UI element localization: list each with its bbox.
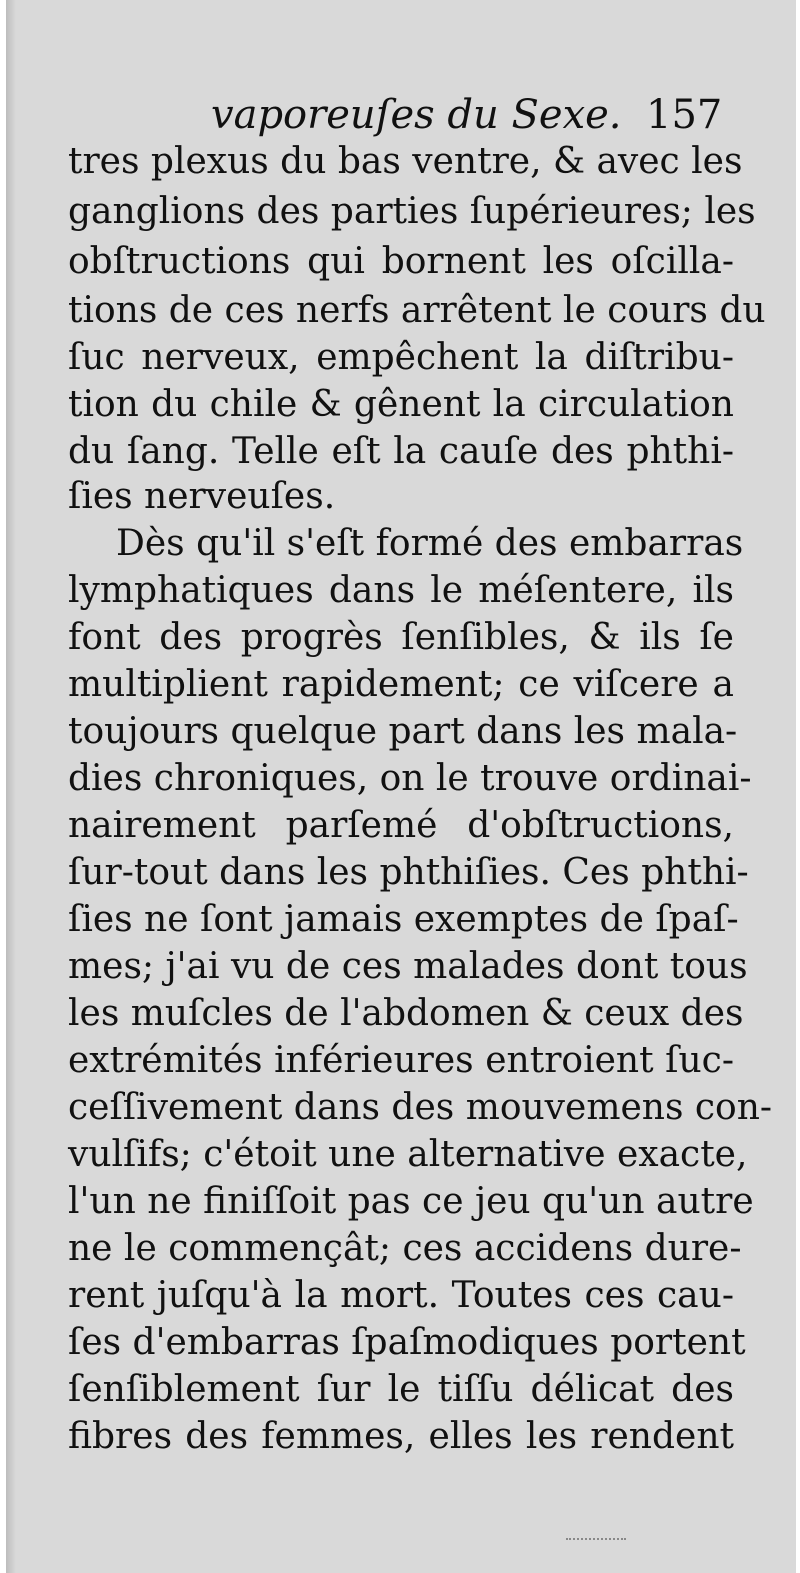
text-line: vulſifs; c'étoit une alternative exacte, (68, 1134, 748, 1175)
text-line: extrémités inférieures entroient ſuc- (68, 1040, 734, 1081)
text-line: ganglions des parties ſupérieures; les (68, 191, 756, 232)
text-line: toujours quelque part dans les mala- (68, 711, 738, 752)
text-line: multiplient rapidement; ce viſcere a (68, 664, 734, 705)
text-line: rent juſqu'à la mort. Toutes ces cau- (68, 1275, 734, 1316)
text-line: obſtructions qui bornent les oſcilla- (68, 241, 734, 282)
text-line: ſies nerveuſes. (68, 476, 336, 517)
text-line: l'un ne finiſſoit pas ce jeu qu'un autre (68, 1181, 754, 1222)
text-line: dies chroniques, on le trouve ordinai- (68, 758, 752, 799)
body-text (6, 0, 796, 1573)
text-line: nairement parſemé d'obſtructions, (68, 805, 734, 846)
text-line: les muſcles de l'abdomen & ceux des (68, 993, 744, 1034)
text-line: ſur-tout dans les phthiſies. Ces phthi- (68, 852, 749, 893)
text-line: du ſang. Telle eſt la cauſe des phthi- (68, 431, 734, 472)
text-line: ſuc nerveux, empêchent la diſtribu- (68, 337, 734, 378)
text-line: lymphatiques dans le méſentere, ils (68, 570, 734, 611)
text-line: font des progrès ſenſibles, & ils ſe (68, 617, 734, 658)
text-line: ſenſiblement ſur le tiſſu délicat des (68, 1369, 734, 1410)
page-speckles (566, 1538, 626, 1546)
running-title: vaporeuſes du Sexe. (211, 92, 622, 138)
page-number: 157 (646, 92, 723, 138)
text-line: ſies ne ſont jamais exemptes de ſpaſ- (68, 899, 739, 940)
text-line: tion du chile & gênent la circulation (68, 384, 734, 425)
text-line: tions de ces nerfs arrêtent le cours du (68, 290, 766, 331)
text-line: ne le commençât; ces accidens dure- (68, 1228, 742, 1269)
book-page (6, 0, 796, 1573)
text-line: ſes d'embarras ſpaſmodiques portent (68, 1322, 746, 1363)
text-line: fibres des femmes, elles les rendent (68, 1416, 734, 1457)
text-line: ceſſivement dans des mouvemens con- (68, 1087, 773, 1128)
paragraph-first-line: Dès qu'il s'eſt formé des embarras (116, 523, 744, 564)
text-line: tres plexus du bas ventre, & avec les (68, 141, 743, 182)
text-line: mes; j'ai vu de ces malades dont tous (68, 946, 748, 987)
